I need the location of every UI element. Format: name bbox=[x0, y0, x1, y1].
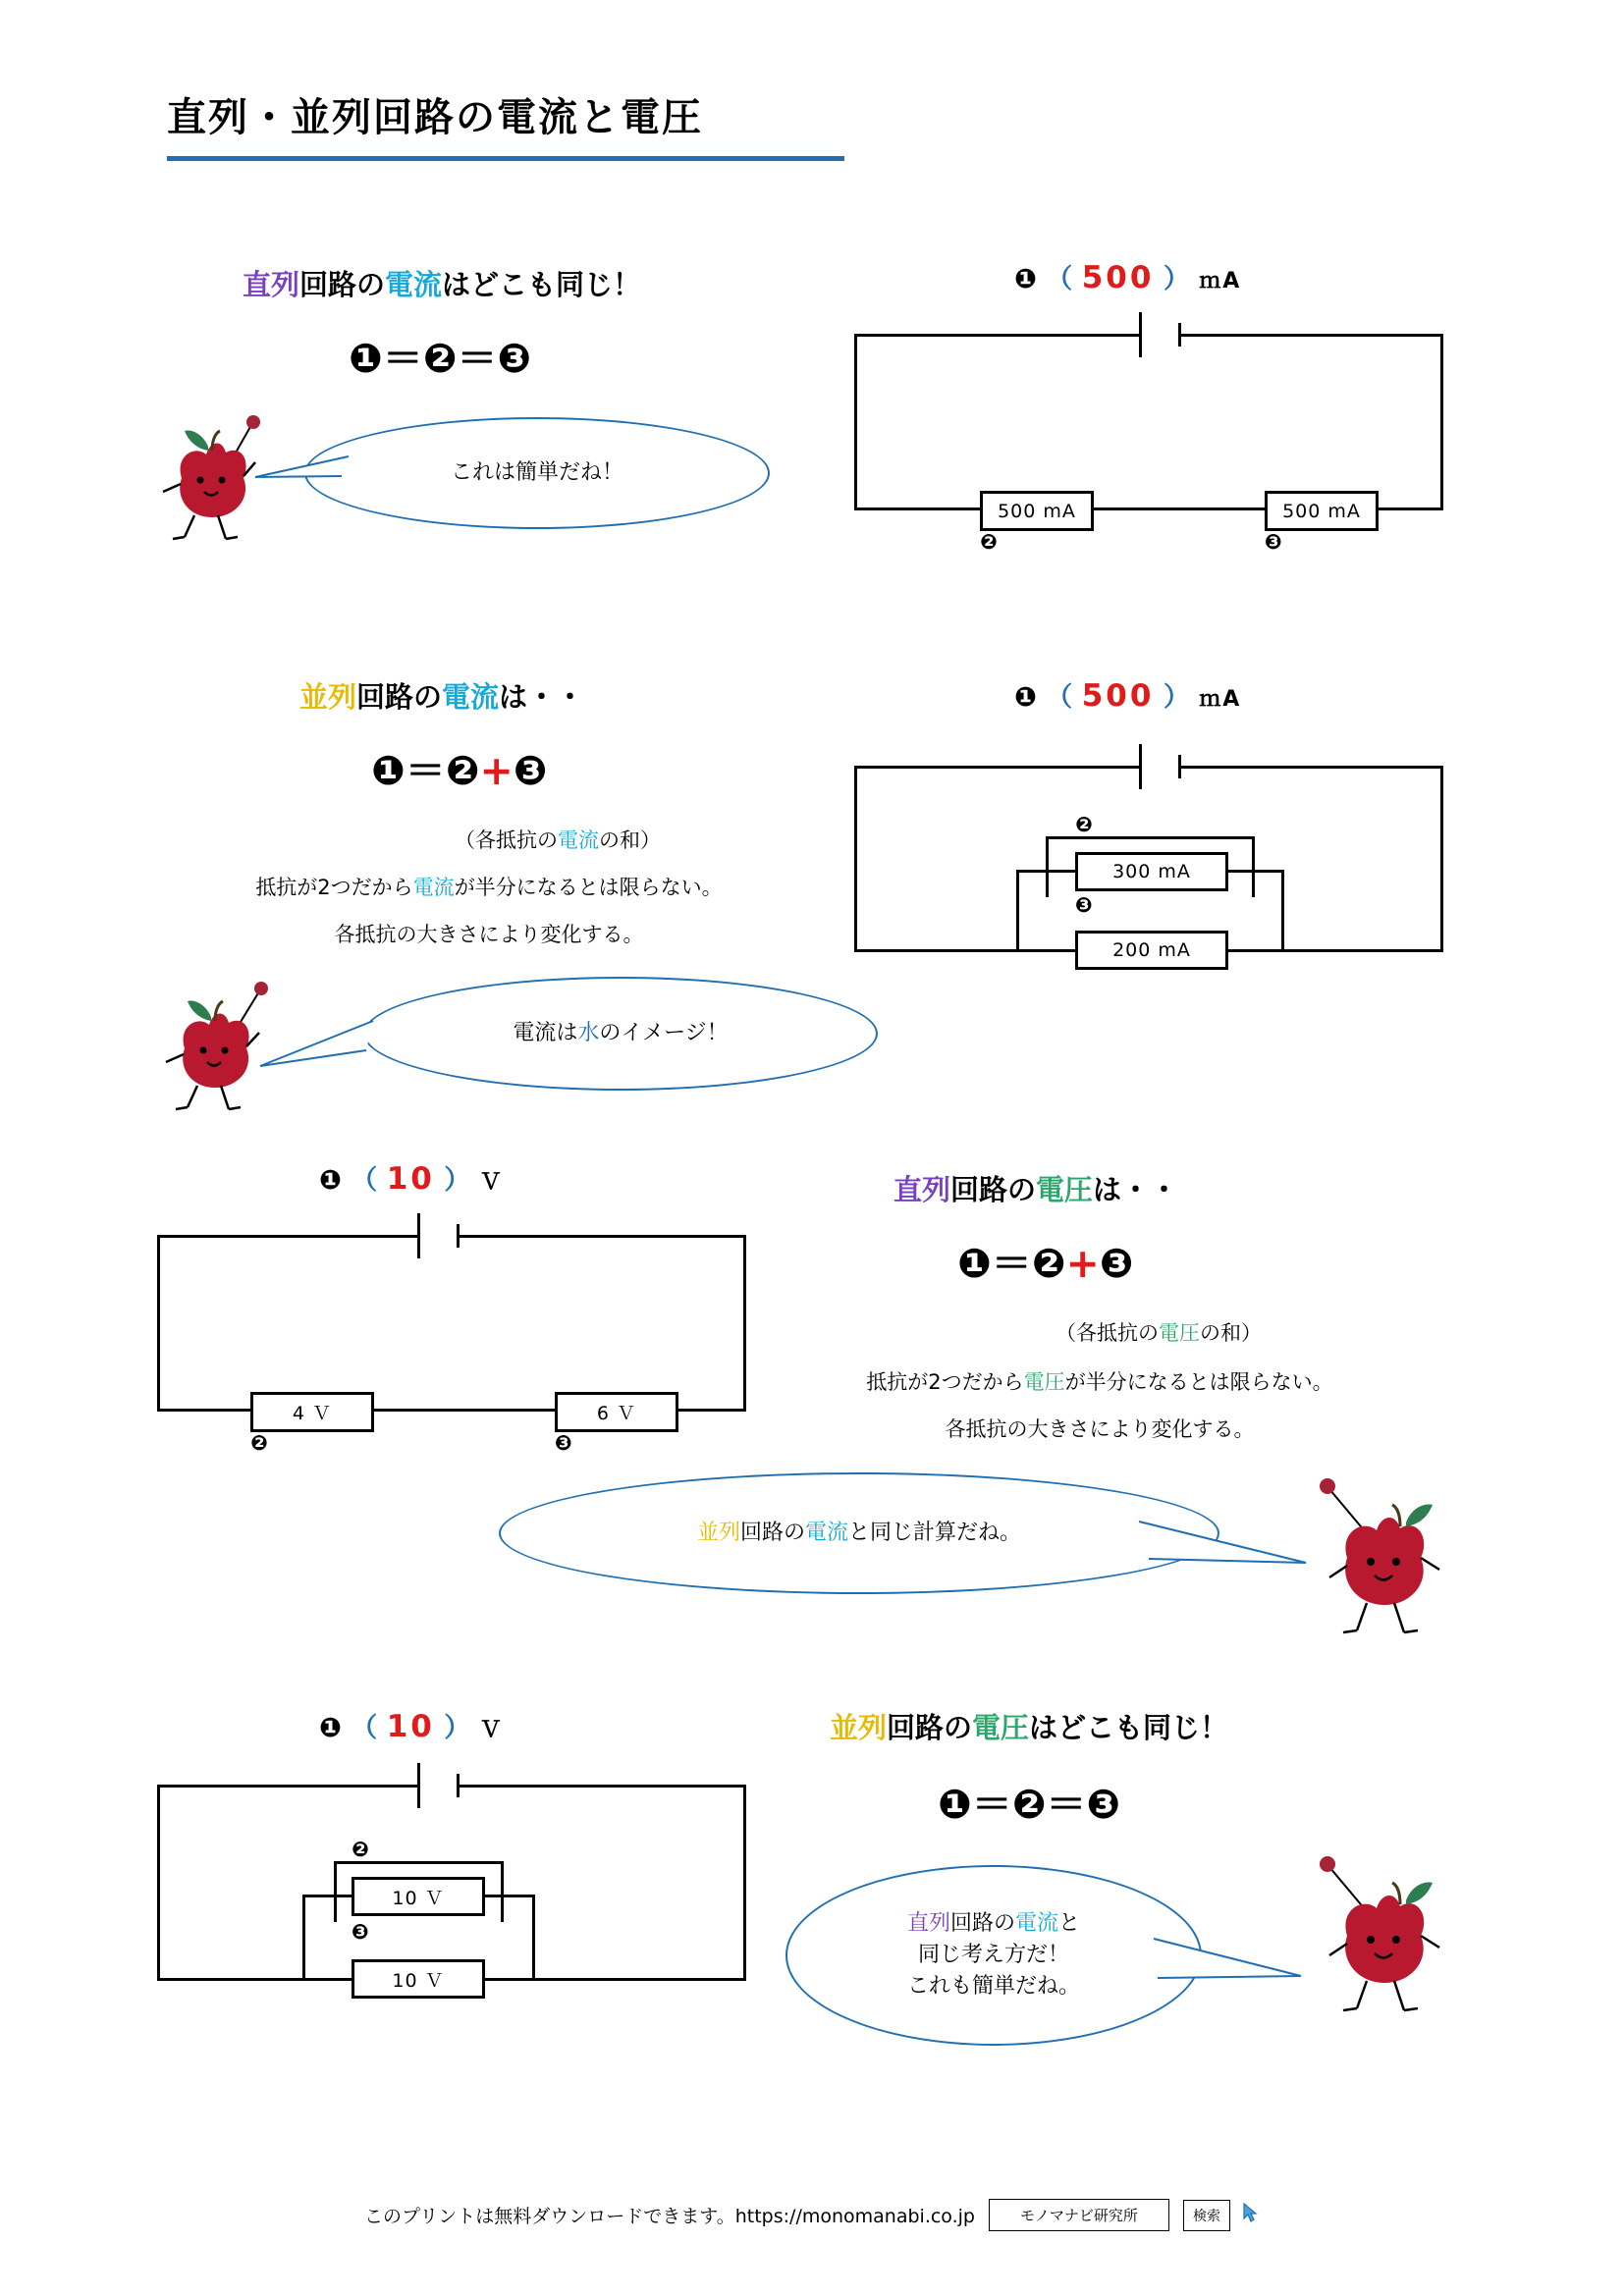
balloon-current-word-2: 電流 bbox=[1015, 1911, 1059, 1937]
node-label-voltage-2: ❷ bbox=[250, 1431, 268, 1455]
balloon-text-1: 電流は bbox=[513, 1021, 578, 1046]
series-current-formula: ❶＝❷＝❸ bbox=[349, 335, 532, 382]
series-current-balloon bbox=[304, 417, 770, 529]
resistor-2: 500 mA bbox=[980, 491, 1094, 531]
note-text-2: の和） bbox=[599, 828, 661, 852]
note-text-5: （各抵抗の bbox=[1056, 1321, 1159, 1345]
note-highlight-2: 電流 bbox=[412, 876, 455, 899]
meter-value-2: 500 bbox=[1081, 678, 1155, 714]
circuit-series-voltage bbox=[157, 1235, 746, 1455]
meter-paren-open-4: （ bbox=[351, 1713, 378, 1743]
meter-value-3: 10 bbox=[386, 1161, 435, 1197]
meter-paren-open-1: （ bbox=[1046, 264, 1073, 294]
series-voltage-note-3: 各抵抗の大きさにより変化する。 bbox=[945, 1417, 1255, 1441]
parallel-current-balloon bbox=[363, 977, 878, 1091]
meter-unit-3: Ｖ bbox=[479, 1170, 504, 1195]
node-label-parallel-3: ❸ bbox=[1075, 893, 1093, 917]
footer bbox=[0, 2199, 1624, 2231]
balloon-text-4: と同じ計算だね。 bbox=[848, 1521, 1022, 1546]
headline-current-word-2: 電流 bbox=[442, 680, 500, 714]
balloon-text-3: 回路の bbox=[739, 1521, 805, 1546]
footer-text: このプリントは無料ダウンロードできます。https://monomanabi.co.jp bbox=[364, 2206, 975, 2227]
note-highlight-4: 電圧 bbox=[1023, 1370, 1065, 1394]
meter-node-4: ❶ bbox=[319, 1713, 342, 1743]
circuit-series-current bbox=[854, 334, 1443, 554]
note-text-6: の和） bbox=[1200, 1321, 1262, 1345]
meter-paren-close-1: ） bbox=[1163, 264, 1190, 294]
headline-series-word-2: 直列 bbox=[893, 1173, 951, 1206]
parallel-voltage-formula: ❶＝❷＝❸ bbox=[938, 1781, 1121, 1828]
node-label-3: ❸ bbox=[1265, 530, 1282, 554]
parallel-voltage-headline bbox=[830, 1706, 1228, 1746]
meter-value-4: 10 bbox=[386, 1709, 435, 1744]
series-current-meter-label bbox=[1014, 257, 1241, 295]
balloon-text-7: 同じ考え方だ！ bbox=[917, 1943, 1069, 1968]
parallel-current-headline bbox=[299, 675, 584, 716]
parallel-current-formula: ❶＝❷+❸ bbox=[371, 747, 548, 794]
resistor-pv-2: 10 Ｖ bbox=[352, 1877, 485, 1916]
node-label-pv-2: ❷ bbox=[352, 1838, 369, 1861]
balloon-text-6: と bbox=[1058, 1911, 1081, 1937]
meter-paren-close-3: ） bbox=[444, 1165, 471, 1196]
headline-text-1: 回路の bbox=[299, 268, 386, 301]
balloon-highlight-1: 水 bbox=[577, 1021, 600, 1046]
headline-text-3: 回路の bbox=[356, 680, 443, 714]
note-highlight-1: 電流 bbox=[558, 828, 599, 852]
parallel-voltage-balloon-tail bbox=[1144, 1919, 1311, 2007]
node-label-2: ❷ bbox=[980, 530, 998, 554]
series-voltage-formula: ❶＝❷+❸ bbox=[957, 1240, 1134, 1287]
headline-parallel-word: 並列 bbox=[299, 680, 357, 714]
series-voltage-balloon-tail bbox=[1129, 1492, 1316, 1585]
balloon-parallel-word: 並列 bbox=[696, 1521, 740, 1546]
page-title: 直列・並列回路の電流と電圧 bbox=[167, 95, 703, 140]
headline-text-8: はどこも同じ！ bbox=[1029, 1711, 1229, 1744]
meter-paren-open-2: （ bbox=[1046, 682, 1073, 713]
node-label-parallel-2: ❷ bbox=[1075, 813, 1093, 836]
balloon-series-word: 直列 bbox=[906, 1911, 950, 1937]
series-voltage-balloon bbox=[499, 1472, 1219, 1594]
meter-paren-open-3: （ bbox=[351, 1165, 378, 1196]
headline-text-7: 回路の bbox=[887, 1711, 973, 1744]
balloon-text-5: 回路の bbox=[949, 1911, 1015, 1937]
note-text-4: が半分になるとは限らない。 bbox=[454, 876, 723, 899]
series-voltage-note-2 bbox=[776, 1366, 1424, 1396]
resistor-voltage-2: 4 Ｖ bbox=[250, 1392, 374, 1432]
note-highlight-3: 電圧 bbox=[1159, 1321, 1200, 1345]
meter-unit-1: ｍA bbox=[1199, 269, 1242, 294]
node-label-pv-3: ❸ bbox=[352, 1920, 369, 1944]
headline-voltage-word-2: 電圧 bbox=[972, 1711, 1030, 1744]
parallel-voltage-balloon-text bbox=[907, 1908, 1080, 2002]
meter-node-3: ❶ bbox=[319, 1165, 342, 1196]
parallel-current-balloon-text bbox=[513, 1018, 728, 1049]
note-text-3: 抵抗が2つだから bbox=[255, 876, 413, 899]
resistor-pv-3: 10 Ｖ bbox=[352, 1959, 485, 1999]
note-text-1: （各抵抗の bbox=[455, 828, 558, 852]
meter-paren-close-4: ） bbox=[444, 1713, 471, 1743]
headline-series-word: 直列 bbox=[243, 268, 300, 301]
balloon-text-8: これも簡単だね。 bbox=[906, 1973, 1080, 1999]
circuit-parallel-voltage bbox=[157, 1785, 746, 2001]
resistor-3: 500 mA bbox=[1265, 491, 1379, 531]
note-text-8: が半分になるとは限らない。 bbox=[1064, 1370, 1333, 1394]
resistor-parallel-2: 300 mA bbox=[1075, 852, 1228, 891]
page-title-block bbox=[167, 86, 854, 161]
series-voltage-note-1 bbox=[952, 1317, 1365, 1347]
balloon-text-2: のイメージ！ bbox=[599, 1021, 729, 1046]
node-label-voltage-3: ❸ bbox=[555, 1431, 572, 1455]
series-voltage-meter-label bbox=[319, 1158, 504, 1197]
parallel-current-meter-label bbox=[1014, 675, 1241, 714]
cursor-icon bbox=[1238, 2200, 1260, 2230]
series-voltage-headline bbox=[893, 1168, 1178, 1208]
resistor-parallel-3: 200 mA bbox=[1075, 931, 1228, 970]
parallel-current-balloon-tail bbox=[250, 991, 378, 1080]
apple-character-3 bbox=[1296, 1468, 1492, 1664]
headline-current-word: 電流 bbox=[385, 268, 443, 301]
series-current-headline bbox=[243, 263, 641, 303]
circuit-parallel-current bbox=[854, 766, 1443, 982]
note-text-7: 抵抗が2つだから bbox=[866, 1370, 1024, 1394]
parallel-voltage-balloon bbox=[785, 1865, 1202, 2046]
title-underline bbox=[167, 156, 844, 161]
meter-node-1: ❶ bbox=[1014, 264, 1037, 294]
apple-character-4 bbox=[1296, 1845, 1492, 2042]
series-voltage-balloon-text bbox=[697, 1518, 1021, 1549]
headline-text-6: は・・ bbox=[1093, 1173, 1179, 1206]
meter-unit-4: Ｖ bbox=[479, 1718, 504, 1742]
parallel-current-note-2 bbox=[175, 872, 803, 901]
headline-parallel-word-2: 並列 bbox=[830, 1711, 888, 1744]
parallel-current-note-3: 各抵抗の大きさにより変化する。 bbox=[334, 923, 644, 946]
footer-search-button[interactable]: 検索 bbox=[1183, 2200, 1230, 2231]
parallel-voltage-meter-label bbox=[319, 1706, 504, 1744]
resistor-voltage-3: 6 Ｖ bbox=[555, 1392, 678, 1432]
headline-voltage-word: 電圧 bbox=[1036, 1173, 1094, 1206]
meter-unit-2: ｍA bbox=[1199, 687, 1242, 712]
meter-node-2: ❶ bbox=[1014, 682, 1037, 713]
headline-text-2: はどこも同じ！ bbox=[442, 268, 642, 301]
meter-value-1: 500 bbox=[1081, 260, 1155, 295]
parallel-current-note-1 bbox=[352, 825, 764, 854]
headline-text-5: 回路の bbox=[950, 1173, 1037, 1206]
series-current-balloon-tail bbox=[245, 432, 353, 501]
footer-search-field[interactable]: モノマナビ研究所 bbox=[989, 2199, 1169, 2231]
balloon-current-word: 電流 bbox=[805, 1521, 849, 1546]
series-current-balloon-text: これは簡単だね！ bbox=[450, 460, 623, 486]
headline-text-4: は・・ bbox=[499, 680, 585, 714]
meter-paren-close-2: ） bbox=[1163, 682, 1190, 713]
